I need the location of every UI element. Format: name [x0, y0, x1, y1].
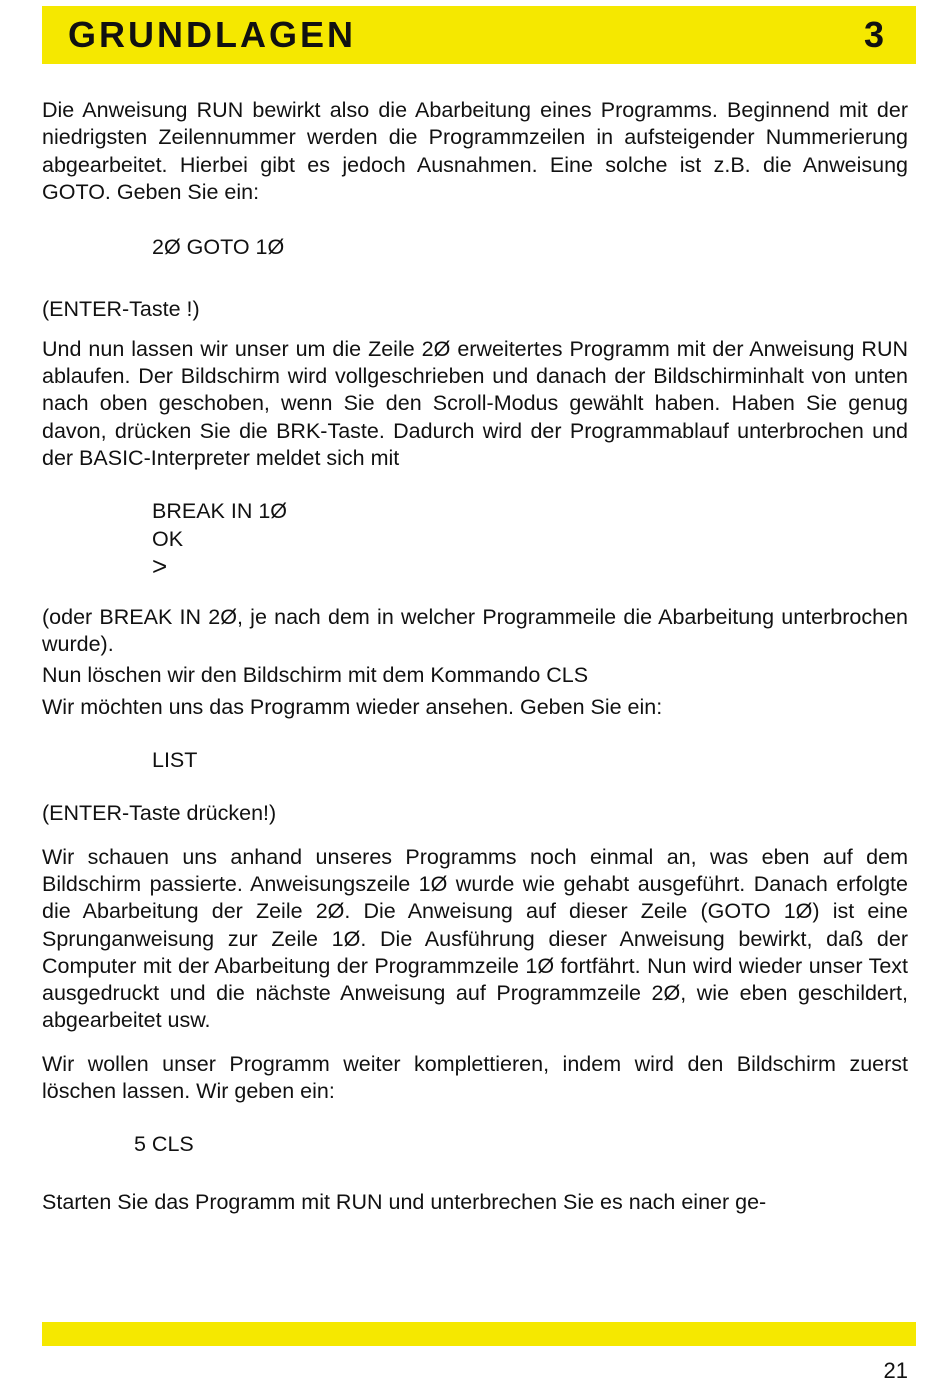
chapter-header-bar [42, 6, 916, 64]
paragraph-run-intro: Die Anweisung RUN bewirkt also die Abarbeitung eines Programms. Beginnend mit der niedrigsten Zeilennummer werden die Programmzeilen in aufsteigender Nummerierung abgearbeitet. Hierbei gibt es jedoch Ausnahmen. Eine solche ist z.B. die Anweisung GOTO. Geben Sie ein: [42, 98, 908, 204]
chapter-number: 3 [863, 14, 884, 55]
paragraph-start-program: Starten Sie das Programm mit RUN und unterbrechen Sie es nach einer ge- [42, 1189, 767, 1214]
chapter-title: GRUNDLAGEN [68, 14, 356, 55]
page-number: 21 [883, 1358, 908, 1383]
code-ok-line: OK [152, 526, 184, 551]
code-prompt-line: > [152, 550, 168, 581]
code-list: LIST [152, 748, 198, 773]
paragraph-cls-command: Nun löschen wir den Bildschirm mit dem Kommando CLS [42, 663, 589, 688]
code-goto: 2Ø GOTO 1Ø [152, 235, 285, 260]
code-cls: 5 CLS [134, 1132, 194, 1157]
paragraph-enter-key: (ENTER-Taste !) [42, 297, 200, 322]
paragraph-enter-press: (ENTER-Taste drücken!) [42, 801, 277, 826]
paragraph-run-extended: Und nun lassen wir unser um die Zeile 2Ø erweitertes Programm mit der Anweisung RUN ablaufen. Der Bildschirm wird vollgeschrieben und danach der Bildschirminhalt von unten nach oben geschoben, wenn Sie den Scroll-Modus gewählt haben. Haben Sie genug davon, drücken Sie die BRK-Taste. Dadurch wird der Programmablauf unterbrochen und der BASIC-Interpreter meldet sich mit [42, 336, 908, 470]
paragraph-break-note: (oder BREAK IN 2Ø, je nach dem in welcher Programmeile die Abarbeitung unterbrochen wurde). [42, 604, 908, 657]
paragraph-complete-program: Wir wollen unser Programm weiter komplettieren, indem wird den Bildschirm zuerst löschen lassen. Wir geben ein: [42, 1051, 908, 1104]
paragraph-explanation: Wir schauen uns anhand unseres Programms noch einmal an, was eben auf dem Bildschirm passierte. Anweisungszeile 1Ø wurde wie gehabt ausgeführt. Danach erfolgte die Abarbeitung der Zeile 2Ø. Die Anweisung auf dieser Zeile (GOTO 1Ø) ist eine Sprunganweisung zur Zeile 1Ø. Die Ausführung dieser Anweisung bewirkt, daß der Computer mit der Abarbeitung der Programmzeile 1Ø fortfährt. Nun wird wieder unser Text ausgedruckt und die nächste Anweisung auf Programmzeile 2Ø, wie eben geschildert, abgearbeitet usw. [42, 844, 908, 1033]
code-break-line: BREAK IN 1Ø [152, 499, 288, 524]
paragraph-view-program: Wir möchten uns das Programm wieder ansehen. Geben Sie ein: [42, 694, 663, 719]
page-content [42, 97, 908, 1216]
footer-bar [42, 1322, 916, 1346]
